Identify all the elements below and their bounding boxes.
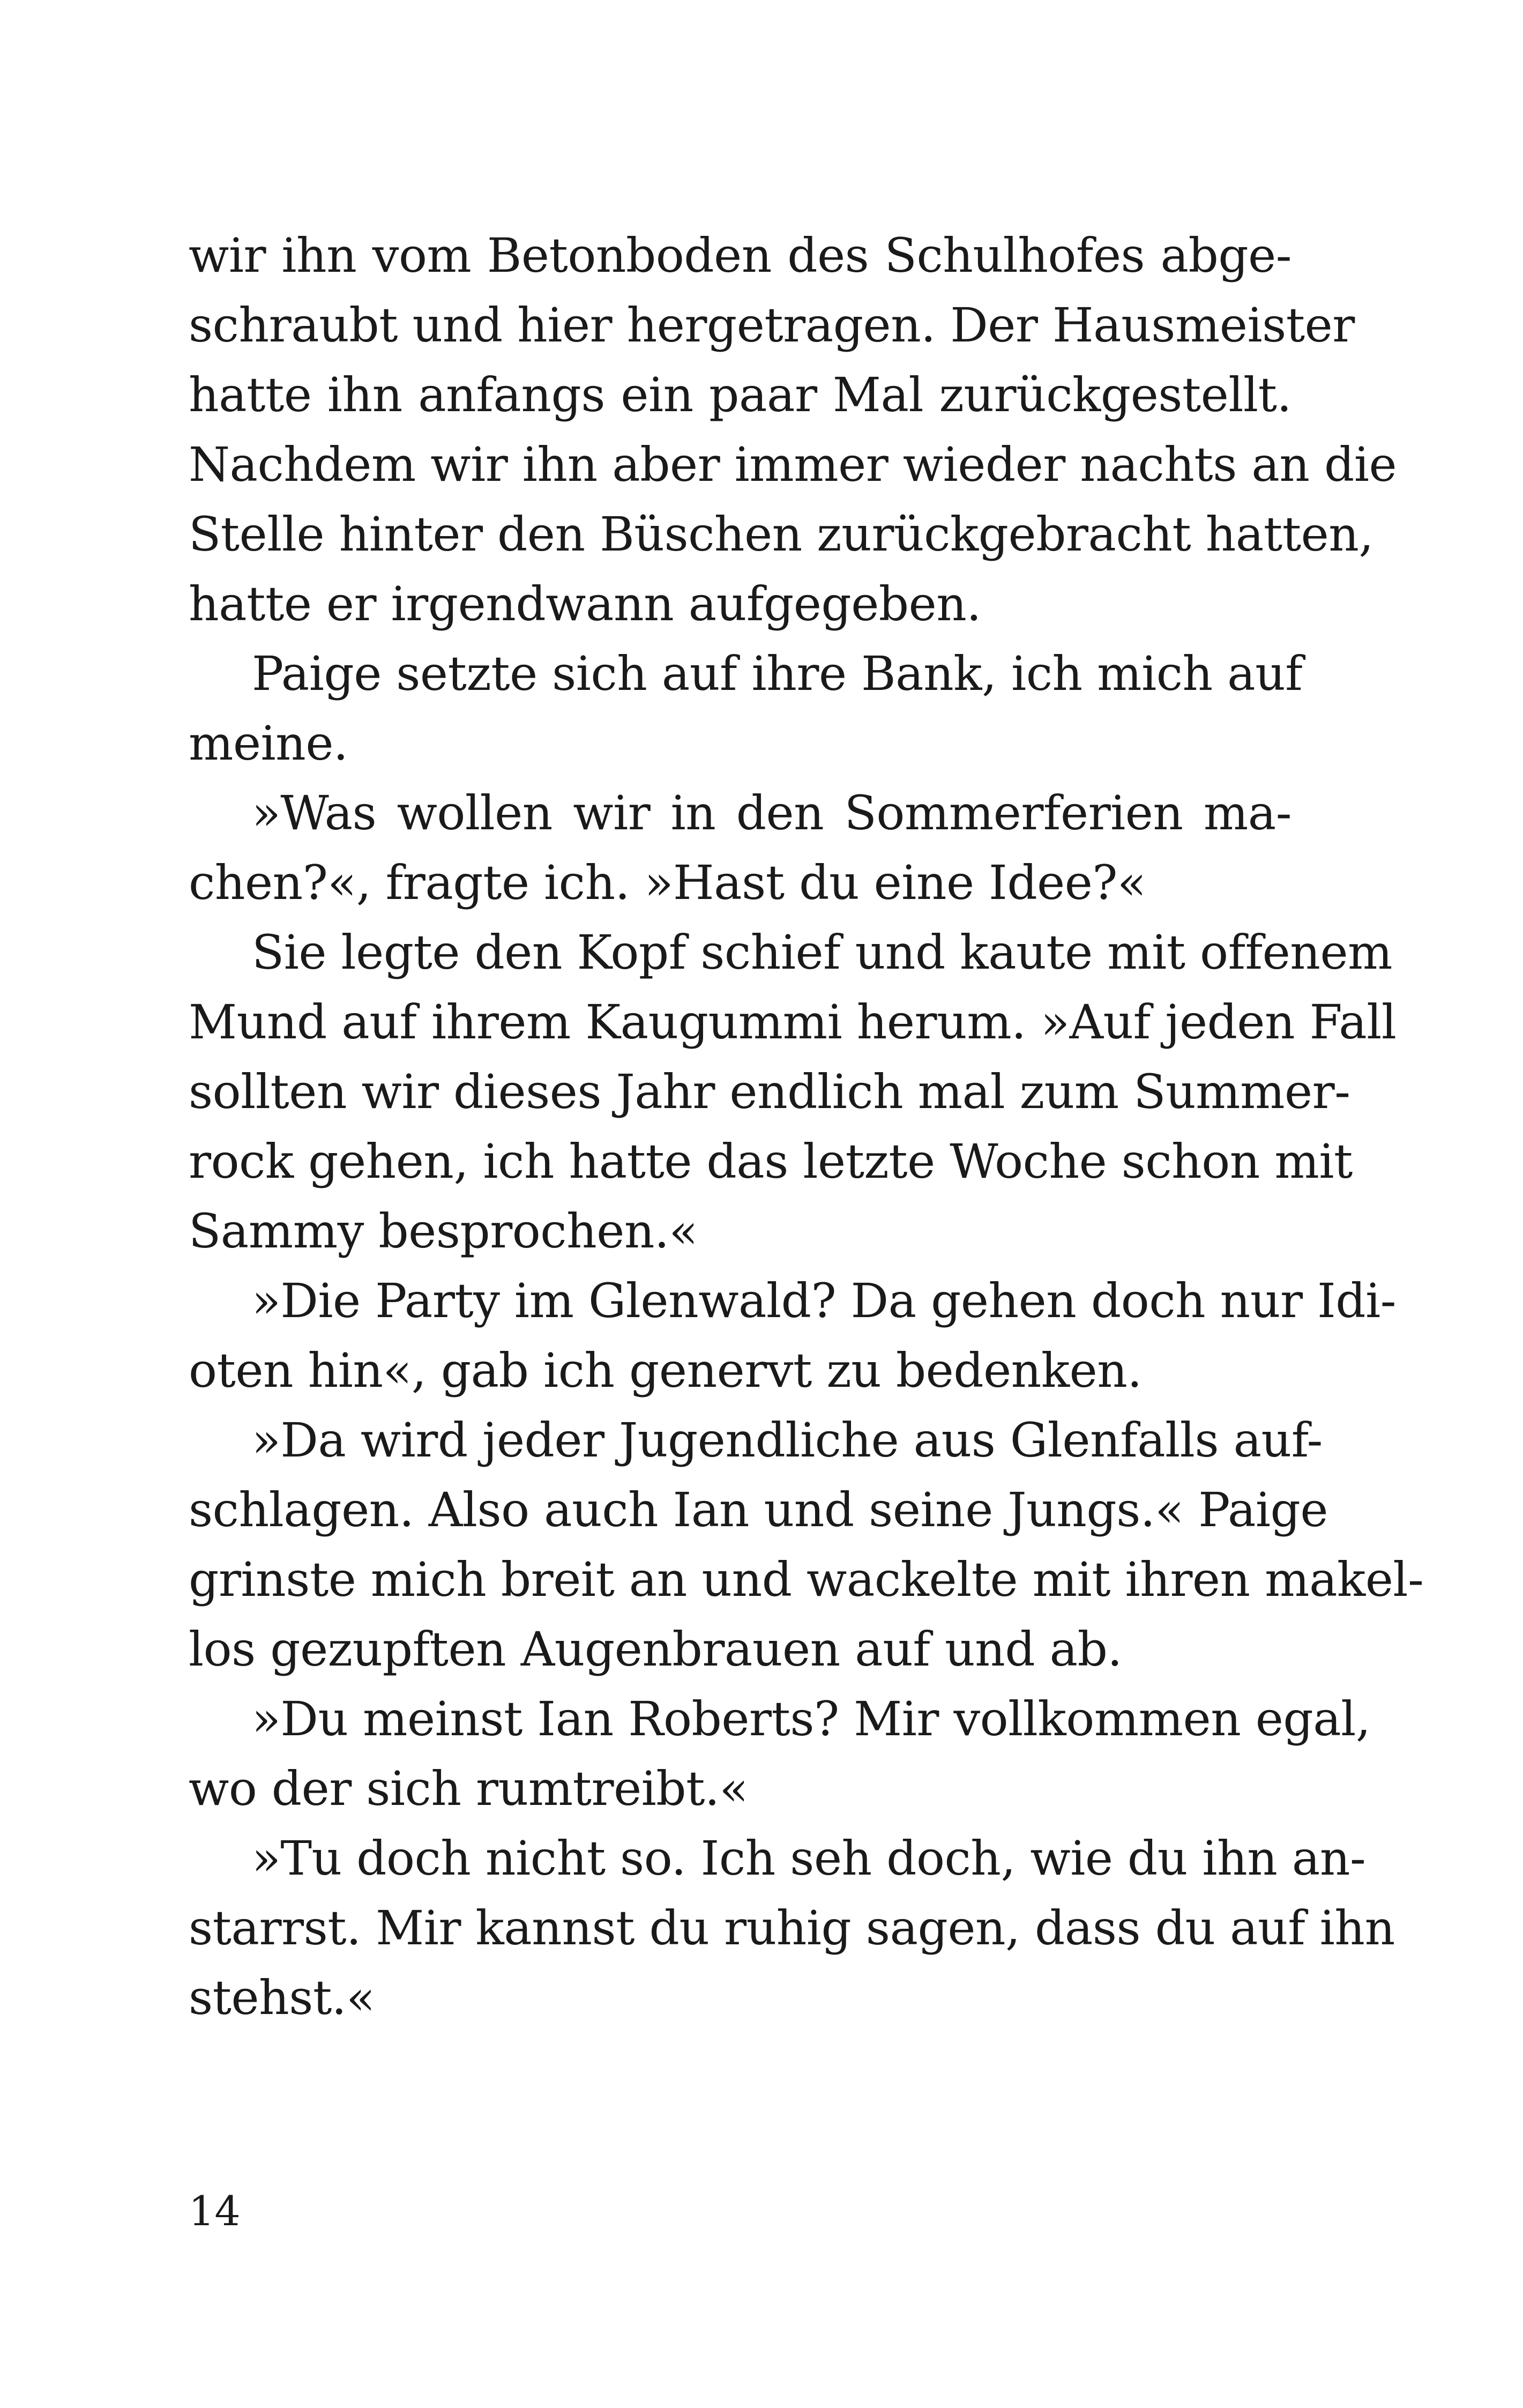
- text-line: stehst.«: [189, 1970, 375, 2025]
- text-line: hatte er irgendwann aufgegeben.: [189, 576, 981, 631]
- paragraph: [189, 1824, 1395, 2033]
- paragraph: [189, 1406, 1424, 1684]
- text-line: hatte ihn anfangs ein paar Mal zurückgestellt.: [189, 367, 1291, 422]
- page-number: 14: [189, 2187, 241, 2235]
- text-line: Sammy besprochen.«: [189, 1203, 698, 1259]
- text-line: Paige setzte sich auf ihre Bank, ich mich auf: [252, 646, 1303, 701]
- text-line: schraubt und hier hergetragen. Der Hausmeister: [189, 298, 1355, 353]
- text-line: Mund auf ihrem Kaugummi herum. »Auf jeden Fall: [189, 994, 1397, 1050]
- text-line: grinste mich breit an und wackelte mit ihren makel-: [189, 1552, 1424, 1607]
- text-line: Stelle hinter den Büschen zurückgebracht hatten,: [189, 507, 1373, 562]
- text-line: starrst. Mir kannst du ruhig sagen, dass du auf ihn: [189, 1900, 1395, 1956]
- text-line: meine.: [189, 716, 348, 771]
- text-line: los gezupften Augenbrauen auf und ab.: [189, 1622, 1122, 1677]
- text-line: Sie legte den Kopf schief und kaute mit offenem: [252, 925, 1392, 980]
- paragraph: [189, 1266, 1397, 1406]
- text-line: »Die Party im Glenwald? Da gehen doch nur Idi-: [252, 1273, 1397, 1328]
- text-line: schlagen. Also auch Ian und seine Jungs.« Paige: [189, 1482, 1328, 1537]
- body-text: [189, 221, 1424, 2033]
- text-line: Nachdem wir ihn aber immer wieder nachts an die: [189, 437, 1397, 492]
- paragraph: [189, 778, 1291, 918]
- paragraph: [189, 639, 1303, 778]
- text-line: »Tu doch nicht so. Ich seh doch, wie du ihn an-: [252, 1831, 1366, 1886]
- paragraph: [189, 1684, 1371, 1824]
- text-line: chen?«, fragte ich. »Hast du eine Idee?«: [189, 855, 1146, 910]
- text-line: »Was wollen wir in den Sommerferien ma-: [252, 785, 1291, 841]
- paragraph: [189, 918, 1397, 1266]
- text-line: wir ihn vom Betonboden des Schulhofes abge-: [189, 228, 1291, 283]
- text-line: wo der sich rumtreibt.«: [189, 1761, 748, 1816]
- text-line: rock gehen, ich hatte das letzte Woche schon mit: [189, 1134, 1353, 1189]
- text-line: »Da wird jeder Jugendliche aus Glenfalls auf-: [252, 1413, 1323, 1468]
- text-line: oten hin«, gab ich genervt zu bedenken.: [189, 1343, 1142, 1398]
- text-line: »Du meinst Ian Roberts? Mir vollkommen egal,: [252, 1691, 1371, 1746]
- text-line: sollten wir dieses Jahr endlich mal zum Summer-: [189, 1064, 1350, 1119]
- paragraph: [189, 221, 1397, 639]
